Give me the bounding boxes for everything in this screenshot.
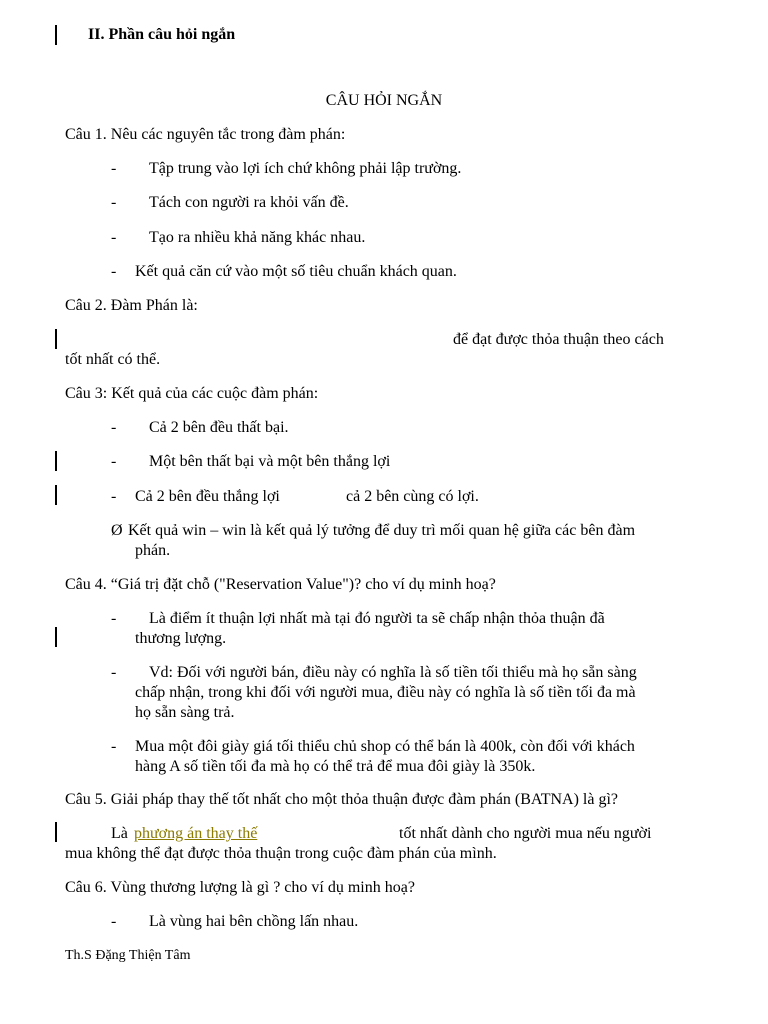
- q4-question: Câu 4. “Giá trị đặt chỗ ("Reservation Value")? cho ví dụ minh hoạ?: [65, 576, 496, 593]
- list-dash: -: [111, 488, 117, 505]
- q5-question: Câu 5. Giải pháp thay thế tốt nhất cho một thỏa thuận được đàm phán (BATNA) là gì?: [65, 791, 619, 808]
- q4-item3-line1: Mua một đôi giày giá tối thiểu chủ shop có thể bán là 400k, còn đối với khách: [135, 738, 635, 755]
- list-dash: -: [111, 610, 117, 627]
- list-dash: -: [111, 160, 117, 177]
- q6-item: Là vùng hai bên chồng lấn nhau.: [149, 913, 359, 930]
- page-title: CÂU HỎI NGẮN: [325, 92, 443, 109]
- change-bar: [55, 451, 57, 471]
- q1-question: Câu 1. Nêu các nguyên tắc trong đàm phán:: [65, 126, 346, 143]
- q2-answer-line2: tốt nhất có thể.: [65, 351, 161, 368]
- q5-link[interactable]: phương án thay thế: [134, 825, 258, 842]
- q4-item2-line3: họ sẵn sàng trả.: [135, 704, 235, 721]
- q1-item: Tạo ra nhiều khả năng khác nhau.: [149, 229, 366, 246]
- list-dash: -: [111, 664, 117, 681]
- q5-rest-line1: tốt nhất dành cho người mua nếu người: [399, 825, 652, 842]
- change-bar: [55, 25, 57, 45]
- q4-item3-line2: hàng A số tiền tối đa mà họ có thể trả để mua đôi giày là 350k.: [135, 758, 536, 775]
- q4-item2-line1: Vd: Đối với người bán, điều này có nghĩa là số tiền tối thiểu mà họ sẵn sàng: [149, 664, 637, 681]
- q3-note-line1: Kết quả win – win là kết quả lý tưởng để duy trì mối quan hệ giữa các bên đàm: [128, 522, 636, 539]
- q1-item: Tập trung vào lợi ích chứ không phải lập trường.: [149, 160, 462, 177]
- q3-item3-a: Cả 2 bên đều thắng lợi: [135, 488, 280, 505]
- q2-answer-line1: để đạt được thỏa thuận theo cách: [453, 331, 664, 348]
- change-bar: [55, 329, 57, 349]
- q3-item: Cả 2 bên đều thất bại.: [149, 419, 289, 436]
- change-bar: [55, 485, 57, 505]
- list-dash: -: [111, 419, 117, 436]
- q2-question: Câu 2. Đàm Phán là:: [65, 297, 198, 314]
- q3-note-line2: phán.: [135, 542, 171, 559]
- q4-item1-line1: Là điểm ít thuận lợi nhất mà tại đó người ta sẽ chấp nhận thỏa thuận đã: [149, 610, 605, 627]
- list-dash: -: [111, 194, 117, 211]
- list-dash: -: [111, 263, 117, 280]
- arrow-bullet: Ø: [111, 522, 123, 539]
- q1-item: Tách con người ra khỏi vấn đề.: [149, 194, 349, 211]
- list-dash: -: [111, 913, 117, 930]
- footer-author: Th.S Đặng Thiện Tâm: [65, 948, 191, 963]
- list-dash: -: [111, 453, 117, 470]
- q6-question: Câu 6. Vùng thương lượng là gì ? cho ví dụ minh hoạ?: [65, 879, 415, 896]
- change-bar: [55, 822, 57, 842]
- q3-question: Câu 3: Kết quả của các cuộc đàm phán:: [65, 385, 319, 402]
- q4-item2-line2: chấp nhận, trong khi đối với người mua, điều này có nghĩa là số tiền tối đa mà: [135, 684, 636, 701]
- q3-item3-b: cả 2 bên cùng có lợi.: [346, 488, 479, 505]
- q4-item1-line2: thương lượng.: [135, 630, 227, 647]
- list-dash: -: [111, 738, 117, 755]
- list-dash: -: [111, 229, 117, 246]
- q5-prefix: Là: [111, 825, 128, 842]
- change-bar: [55, 627, 57, 647]
- q5-line2: mua không thể đạt được thỏa thuận trong cuộc đàm phán của mình.: [65, 845, 497, 862]
- q3-item: Một bên thất bại và một bên thắng lợi: [149, 453, 391, 470]
- section-heading: II. Phần câu hỏi ngắn: [88, 26, 236, 43]
- q1-item: Kết quả căn cứ vào một số tiêu chuẩn khách quan.: [135, 263, 457, 280]
